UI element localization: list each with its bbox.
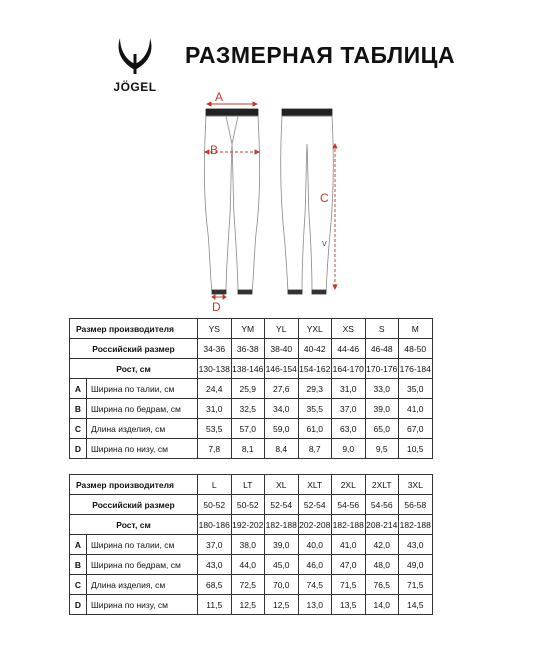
row-letter: D (70, 439, 87, 459)
russian-size-label: Российский размер (70, 495, 198, 515)
value-cell: 74,5 (298, 575, 332, 595)
size-cell: L (198, 475, 232, 495)
table-row (70, 575, 433, 595)
value-cell: 40,0 (298, 535, 332, 555)
measure-d (212, 295, 226, 299)
value-cell: 37,0 (198, 535, 232, 555)
height-cell: 182-188 (332, 515, 366, 535)
row-label: Длина изделия, см (87, 419, 198, 439)
height-cell: 146-154 (265, 359, 299, 379)
russian-cell: 50-52 (231, 495, 265, 515)
value-cell: 65,0 (365, 419, 399, 439)
value-cell: 53,5 (198, 419, 232, 439)
value-cell: 43,0 (198, 555, 232, 575)
height-cell: 180-186 (198, 515, 232, 535)
russian-cell: 36-38 (231, 339, 265, 359)
table-row (70, 379, 433, 399)
size-cell: XL (265, 475, 299, 495)
table-row (70, 359, 433, 379)
height-cell: 130-138 (198, 359, 232, 379)
value-cell: 13,5 (332, 595, 366, 615)
manufacturer-size-label: Размер производителя (70, 319, 198, 339)
value-cell: 44,0 (231, 555, 265, 575)
manufacturer-size-label: Размер производителя (70, 475, 198, 495)
row-label: Длина изделия, см (87, 575, 198, 595)
marker-b: B (210, 143, 219, 157)
size-cell: LT (231, 475, 265, 495)
row-label: Ширина по бедрам, см (87, 399, 198, 419)
size-table-adult-tall (69, 474, 433, 615)
russian-cell: 34-36 (198, 339, 232, 359)
height-cell: 170-176 (365, 359, 399, 379)
value-cell: 72,5 (231, 575, 265, 595)
marker-d: D (212, 300, 221, 314)
russian-cell: 52-54 (298, 495, 332, 515)
value-cell: 8,1 (231, 439, 265, 459)
value-cell: 8,4 (265, 439, 299, 459)
value-cell: 9,5 (365, 439, 399, 459)
value-cell: 32,5 (231, 399, 265, 419)
size-cell: XLT (298, 475, 332, 495)
russian-cell: 46-48 (365, 339, 399, 359)
value-cell: 9,0 (332, 439, 366, 459)
value-cell: 41,0 (399, 399, 433, 419)
value-cell: 11,5 (198, 595, 232, 615)
russian-cell: 38-40 (265, 339, 299, 359)
value-cell: 39,0 (365, 399, 399, 419)
value-cell: 63,0 (332, 419, 366, 439)
value-cell: 34,0 (265, 399, 299, 419)
size-cell: 2XLT (365, 475, 399, 495)
value-cell: 38,0 (231, 535, 265, 555)
value-cell: 12,5 (231, 595, 265, 615)
table-row (70, 495, 433, 515)
value-cell: 46,0 (298, 555, 332, 575)
row-letter: B (70, 555, 87, 575)
table-row (70, 419, 433, 439)
size-cell: S (365, 319, 399, 339)
value-cell: 14,0 (365, 595, 399, 615)
brand-name: JÖGEL (113, 80, 157, 94)
row-letter: D (70, 595, 87, 615)
height-cell: 182-188 (265, 515, 299, 535)
height-cell: 192-202 (231, 515, 265, 535)
table-row (70, 535, 433, 555)
value-cell: 76,5 (365, 575, 399, 595)
size-cell: YL (265, 319, 299, 339)
marker-a: A (215, 90, 224, 104)
russian-cell: 56-58 (399, 495, 433, 515)
value-cell: 31,0 (332, 379, 366, 399)
table-row (70, 555, 433, 575)
size-cell: YM (231, 319, 265, 339)
russian-cell: 54-56 (332, 495, 366, 515)
value-cell: 25,9 (231, 379, 265, 399)
table-row (70, 439, 433, 459)
table-row (70, 595, 433, 615)
table-row (70, 515, 433, 535)
value-cell: 71,5 (332, 575, 366, 595)
russian-cell: 48-50 (399, 339, 433, 359)
value-cell: 68,5 (198, 575, 232, 595)
value-cell: 59,0 (265, 419, 299, 439)
value-cell: 7,8 (198, 439, 232, 459)
height-cell: 182-188 (399, 515, 433, 535)
value-cell: 14,5 (399, 595, 433, 615)
value-cell: 24,4 (198, 379, 232, 399)
value-cell: 29,3 (298, 379, 332, 399)
value-cell: 57,0 (231, 419, 265, 439)
value-cell: 37,0 (332, 399, 366, 419)
table-row (70, 475, 433, 495)
value-cell: 71,5 (399, 575, 433, 595)
value-cell: 45,0 (265, 555, 299, 575)
value-cell: 61,0 (298, 419, 332, 439)
russian-cell: 40-42 (298, 339, 332, 359)
value-cell: 43,0 (399, 535, 433, 555)
size-cell: 3XL (399, 475, 433, 495)
value-cell: 67,0 (399, 419, 433, 439)
value-cell: 10,5 (399, 439, 433, 459)
height-cell: 202-208 (298, 515, 332, 535)
row-letter: B (70, 399, 87, 419)
height-cell: 208-214 (365, 515, 399, 535)
page-title: РАЗМЕРНАЯ ТАБЛИЦА (185, 42, 456, 68)
value-cell: 47,0 (332, 555, 366, 575)
value-cell: 35,0 (399, 379, 433, 399)
size-table-youth-adult (69, 318, 433, 459)
height-cell: 164-170 (332, 359, 366, 379)
value-cell: 13,0 (298, 595, 332, 615)
value-cell: 48,0 (365, 555, 399, 575)
russian-cell: 50-52 (198, 495, 232, 515)
height-cell: 176-184 (399, 359, 433, 379)
height-label: Рост, см (70, 359, 198, 379)
row-letter: A (70, 379, 87, 399)
value-cell: 42,0 (365, 535, 399, 555)
row-label: Ширина по низу, см (87, 439, 198, 459)
russian-cell: 54-56 (365, 495, 399, 515)
marker-c: C (320, 191, 329, 205)
row-label: Ширина по талии, см (87, 379, 198, 399)
russian-cell: 44-46 (332, 339, 366, 359)
size-cell: 2XL (332, 475, 366, 495)
value-cell: 49,0 (399, 555, 433, 575)
table-row (70, 319, 433, 339)
marker-v: V (322, 241, 327, 248)
row-letter: A (70, 535, 87, 555)
value-cell: 33,0 (365, 379, 399, 399)
table-row (70, 399, 433, 419)
size-cell: XS (332, 319, 366, 339)
row-label: Ширина по бедрам, см (87, 555, 198, 575)
size-cell: YS (198, 319, 232, 339)
height-label: Рост, см (70, 515, 198, 535)
row-letter: C (70, 575, 87, 595)
height-cell: 154-162 (298, 359, 332, 379)
size-cell: M (399, 319, 433, 339)
russian-size-label: Российский размер (70, 339, 198, 359)
table-row (70, 339, 433, 359)
row-label: Ширина по низу, см (87, 595, 198, 615)
row-label: Ширина по талии, см (87, 535, 198, 555)
front-legging (204, 109, 259, 294)
value-cell: 8,7 (298, 439, 332, 459)
value-cell: 41,0 (332, 535, 366, 555)
value-cell: 31,0 (198, 399, 232, 419)
value-cell: 12,5 (265, 595, 299, 615)
height-cell: 138-146 (231, 359, 265, 379)
russian-cell: 52-54 (265, 495, 299, 515)
value-cell: 70,0 (265, 575, 299, 595)
value-cell: 35,5 (298, 399, 332, 419)
row-letter: C (70, 419, 87, 439)
leggings-diagram (190, 84, 360, 314)
value-cell: 27,6 (265, 379, 299, 399)
value-cell: 39,0 (265, 535, 299, 555)
size-cell: YXL (298, 319, 332, 339)
